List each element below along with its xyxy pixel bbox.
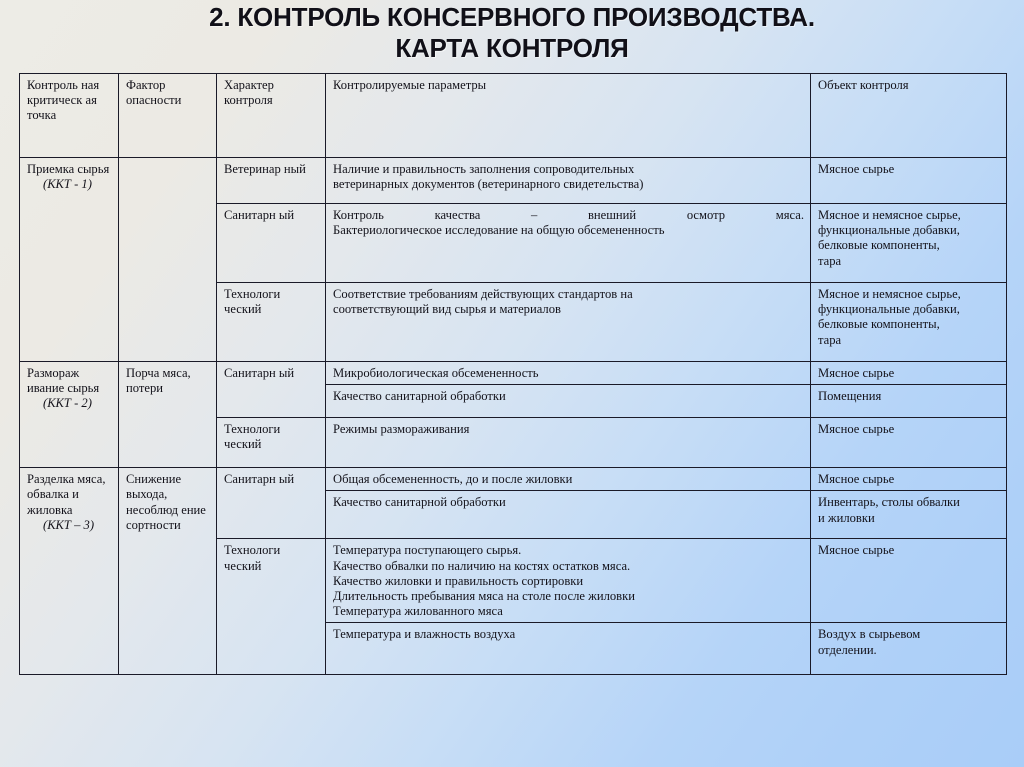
object-line: Мясное и немясное сырье,: [818, 208, 961, 222]
controlled-parameters-cell-2-1: [326, 362, 811, 385]
hazard-factor-cell-3: Снижение выхода, несоблюд ение сортности: [119, 468, 217, 675]
object-line: тара: [818, 253, 842, 268]
hazard-factor-cell-1: [119, 158, 217, 362]
critical-point-cell-1: [20, 158, 119, 362]
column-header-hazard-factor: Фактор опасности: [119, 74, 217, 158]
control-nature-cell-1-3: Технологи ческий: [217, 283, 326, 362]
parameter-line: соответствующий вид сырья и материалов: [333, 302, 561, 317]
object-line: Мясное и немясное сырье,: [818, 287, 961, 301]
object-line: отделении.: [818, 642, 877, 657]
column-header-controlled-parameters: Контролируемые параметры: [326, 74, 811, 158]
object-line: белковые компоненты,: [818, 238, 940, 253]
page-title: [0, 2, 1024, 64]
control-object-cell-3-4: [811, 623, 1007, 675]
object-line: Мясное сырье: [818, 162, 895, 176]
object-line: Мясное сырье: [818, 543, 895, 558]
parameter-line: Температура поступающего сырья.: [333, 543, 522, 558]
column-header-control-nature: Характер контроля: [217, 74, 326, 158]
object-line: и жиловки: [818, 510, 875, 525]
parameter-line: Наличие и правильность заполнения сопроводительных: [333, 162, 635, 176]
control-object-cell-3-2: [811, 491, 1007, 539]
column-header-control-object: Объект контроля: [811, 74, 1007, 158]
controlled-parameters-cell-1-3: [326, 283, 811, 362]
parameter-line: Качество санитарной обработки: [333, 495, 506, 510]
control-object-cell-1-1: [811, 158, 1007, 204]
control-nature-cell-2-3: Технологи ческий: [217, 418, 326, 468]
controlled-parameters-cell-1-1: [326, 158, 811, 204]
table-row: [20, 158, 1007, 204]
controlled-parameters-cell-3-1: [326, 468, 811, 491]
controlled-parameters-cell-3-2: [326, 491, 811, 539]
control-object-cell-1-2: [811, 204, 1007, 283]
hazard-factor-cell-2: Порча мяса, потери: [119, 362, 217, 468]
control-nature-cell-3-3: Технологи ческий: [217, 539, 326, 675]
control-object-cell-2-3: [811, 418, 1007, 468]
column-header-critical-point: Контроль ная критическ ая точка: [20, 74, 119, 158]
parameter-line: Общая обсемененность, до и после жиловки: [333, 472, 573, 487]
parameter-line: Качество жиловки и правильность сортировки: [333, 573, 584, 588]
table-header-row: [20, 74, 1007, 158]
critical-point-code-2: (ККТ - 2): [43, 396, 92, 411]
critical-point-cell-2: [20, 362, 119, 468]
control-nature-cell-3-1: Санитарн ый: [217, 468, 326, 539]
control-object-cell-2-2: [811, 385, 1007, 418]
critical-point-name-2: Размораж ивание сырья: [27, 366, 100, 396]
object-line: Мясное сырье: [818, 422, 895, 437]
object-line: Инвентарь, столы обвалки: [818, 495, 960, 510]
controlled-parameters-cell-3-3: [326, 539, 811, 623]
critical-point-code-1: (ККТ - 1): [43, 177, 92, 192]
critical-point-code-3: (ККТ – 3): [43, 517, 95, 532]
parameter-line: Микробиологическая обсемененность: [333, 366, 539, 380]
object-line: тара: [818, 332, 842, 347]
control-object-cell-1-3: [811, 283, 1007, 362]
controlled-parameters-cell-2-2: [326, 385, 811, 418]
control-object-cell-3-3: [811, 539, 1007, 623]
critical-point-name-1: Приемка сырья: [27, 162, 110, 176]
parameter-line: Соответствие требованиям действующих стандартов на: [333, 287, 633, 301]
controlled-parameters-cell-3-4: [326, 623, 811, 675]
critical-point-cell-3: [20, 468, 119, 675]
object-line: функциональные добавки,: [818, 302, 960, 317]
control-object-cell-2-1: [811, 362, 1007, 385]
control-nature-cell-1-1: Ветеринар ный: [217, 158, 326, 204]
object-line: Воздух в сырьевом: [818, 627, 921, 642]
object-line: Мясное сырье: [818, 366, 895, 380]
control-nature-cell-2-1: Санитарн ый: [217, 362, 326, 418]
critical-point-name-3: Разделка мяса, обвалка и жиловка: [27, 472, 106, 517]
parameter-line: Температура и влажность воздуха: [333, 627, 516, 642]
control-nature-cell-1-2: Санитарн ый: [217, 204, 326, 283]
parameter-line: Качество санитарной обработки: [333, 389, 506, 404]
object-line: Мясное сырье: [818, 472, 895, 487]
parameter-line: Контроль качества – внешний осмотр мяса.: [333, 208, 804, 222]
parameter-line: Длительность пребывания мяса на столе после жиловки: [333, 589, 635, 604]
parameter-line: Режимы размораживания: [333, 422, 470, 437]
control-object-cell-3-1: [811, 468, 1007, 491]
page-title-line-2: КАРТА КОНТРОЛЯ: [395, 33, 629, 63]
table-row: [20, 468, 1007, 491]
object-line: функциональные добавки,: [818, 223, 960, 238]
parameter-line: Температура жилованного мяса: [333, 604, 503, 619]
controlled-parameters-cell-2-3: [326, 418, 811, 468]
object-line: белковые компоненты,: [818, 317, 940, 332]
parameter-line: ветеринарных документов (ветеринарного свидетельства): [333, 177, 644, 192]
parameter-line: Качество обвалки по наличию на костях остатков мяса.: [333, 558, 631, 573]
page-title-line-1: 2. КОНТРОЛЬ КОНСЕРВНОГО ПРОИЗВОДСТВА.: [209, 2, 815, 32]
object-line: Помещения: [818, 389, 882, 404]
control-map-table: [19, 73, 1007, 675]
controlled-parameters-cell-1-2: [326, 204, 811, 283]
parameter-line: Бактериологическое исследование на общую обсемененность: [333, 223, 665, 238]
table-row: [20, 362, 1007, 385]
